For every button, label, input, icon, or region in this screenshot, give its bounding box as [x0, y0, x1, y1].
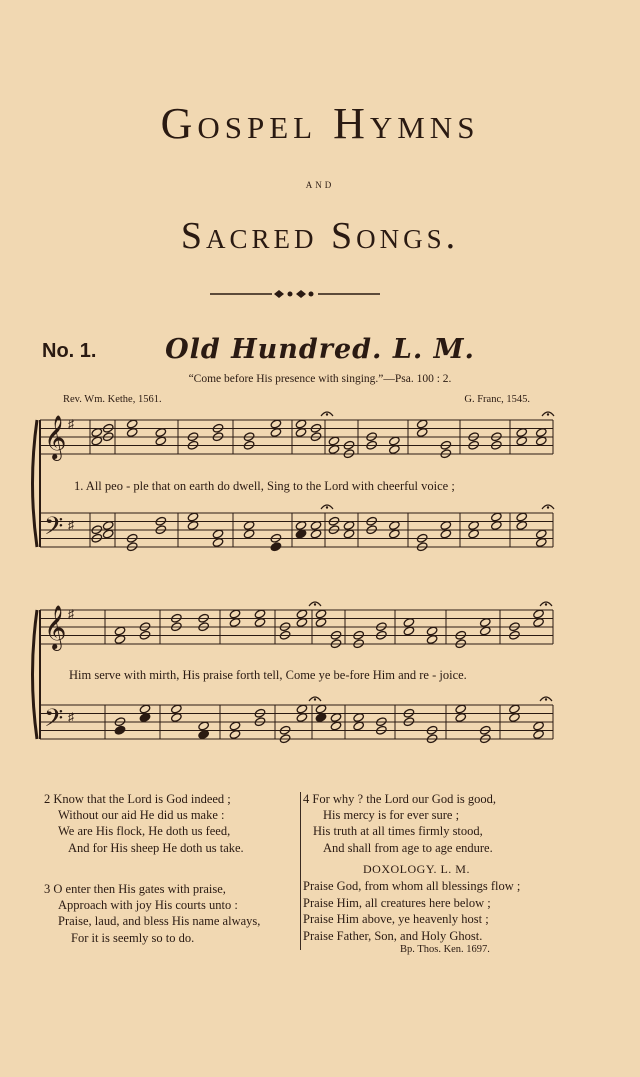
verse-3 [44, 881, 260, 946]
verse-line: And for His sheep He doth us take. [68, 840, 244, 855]
doxology-line: Praise God, from whom all blessings flow ; [303, 879, 521, 893]
verse-line: 4 For why ? the Lord our God is good, [303, 792, 497, 806]
words-author: Rev. Wm. Kethe, 1561. [63, 394, 162, 405]
scripture-reference: “Come before His presence with singing.”—Psa. 100 : 2. [188, 373, 452, 385]
book-title-line2: Sacred Songs. [180, 215, 460, 257]
hymn-title: Old Hundred. L. M. [165, 334, 475, 365]
bass-clef: 𝄢 [44, 512, 64, 547]
brace [33, 610, 38, 739]
lyric-line-2: Him serve with mirth, His praise forth tell, Come ye be-fore Him and re - joice. [69, 668, 467, 682]
bass-clef: 𝄢 [44, 704, 64, 739]
verse-line: And shall from age to age endure. [323, 840, 493, 855]
lyric-line-1: 1. All peo - ple that on earth do dwell, Sing to the Lord with cheerful voice ; [74, 479, 455, 493]
verse-line: 3 O enter then His gates with praise, [44, 882, 226, 896]
column-divider [300, 792, 301, 950]
fermata-dot [314, 698, 316, 700]
key-sharp: ♯ [68, 518, 74, 532]
fermata-dot [326, 413, 328, 415]
verse-4 [303, 791, 496, 856]
doxology-author: Bp. Thos. Ken. 1697. [400, 944, 490, 955]
verse-line: For it is seemly so to do. [71, 930, 195, 945]
verse-line: Without our aid He did us make : [58, 808, 225, 823]
verse-2 [44, 791, 244, 856]
book-title-line1: Gospel Hymns [160, 99, 480, 148]
verse-line: His mercy is for ever sure ; [323, 808, 460, 823]
verse-line: Approach with joy His courts unto : [58, 898, 238, 913]
treble-clef: 𝄞 [44, 605, 67, 649]
verse-line: We are His flock, He doth us feed, [58, 824, 231, 839]
key-sharp: ♯ [68, 710, 74, 724]
hymn-number: No. 1. [42, 340, 97, 362]
fermata-dot [545, 603, 547, 605]
fermata-dot [547, 413, 549, 415]
verse-line: 2 Know that the Lord is God indeed ; [44, 792, 231, 806]
brace [33, 420, 38, 547]
fermata-dot [545, 698, 547, 700]
doxology-line: Praise Him, all creatures here below ; [303, 895, 491, 910]
title-connector: and [305, 176, 335, 191]
fermata-dot [547, 506, 549, 508]
key-sharp: ♯ [68, 607, 74, 621]
treble-clef: 𝄞 [44, 415, 67, 459]
doxology-line: Praise Father, Son, and Holy Ghost. [303, 928, 483, 943]
note-head [114, 725, 126, 735]
treble-staff [40, 610, 553, 644]
verse-line: Praise, laud, and bless His name always, [58, 914, 261, 929]
music-composer: G. Franc, 1545. [464, 394, 530, 405]
doxology-heading: DOXOLOGY. L. M. [363, 862, 470, 876]
fermata-dot [314, 603, 316, 605]
doxology-text [303, 878, 520, 944]
fermata-dot [326, 506, 328, 508]
doxology-line: Praise Him above, ye heavenly host ; [303, 912, 489, 926]
note-head [270, 542, 282, 552]
key-sharp: ♯ [68, 417, 74, 431]
verse-line: His truth at all times firmly stood, [313, 824, 483, 839]
